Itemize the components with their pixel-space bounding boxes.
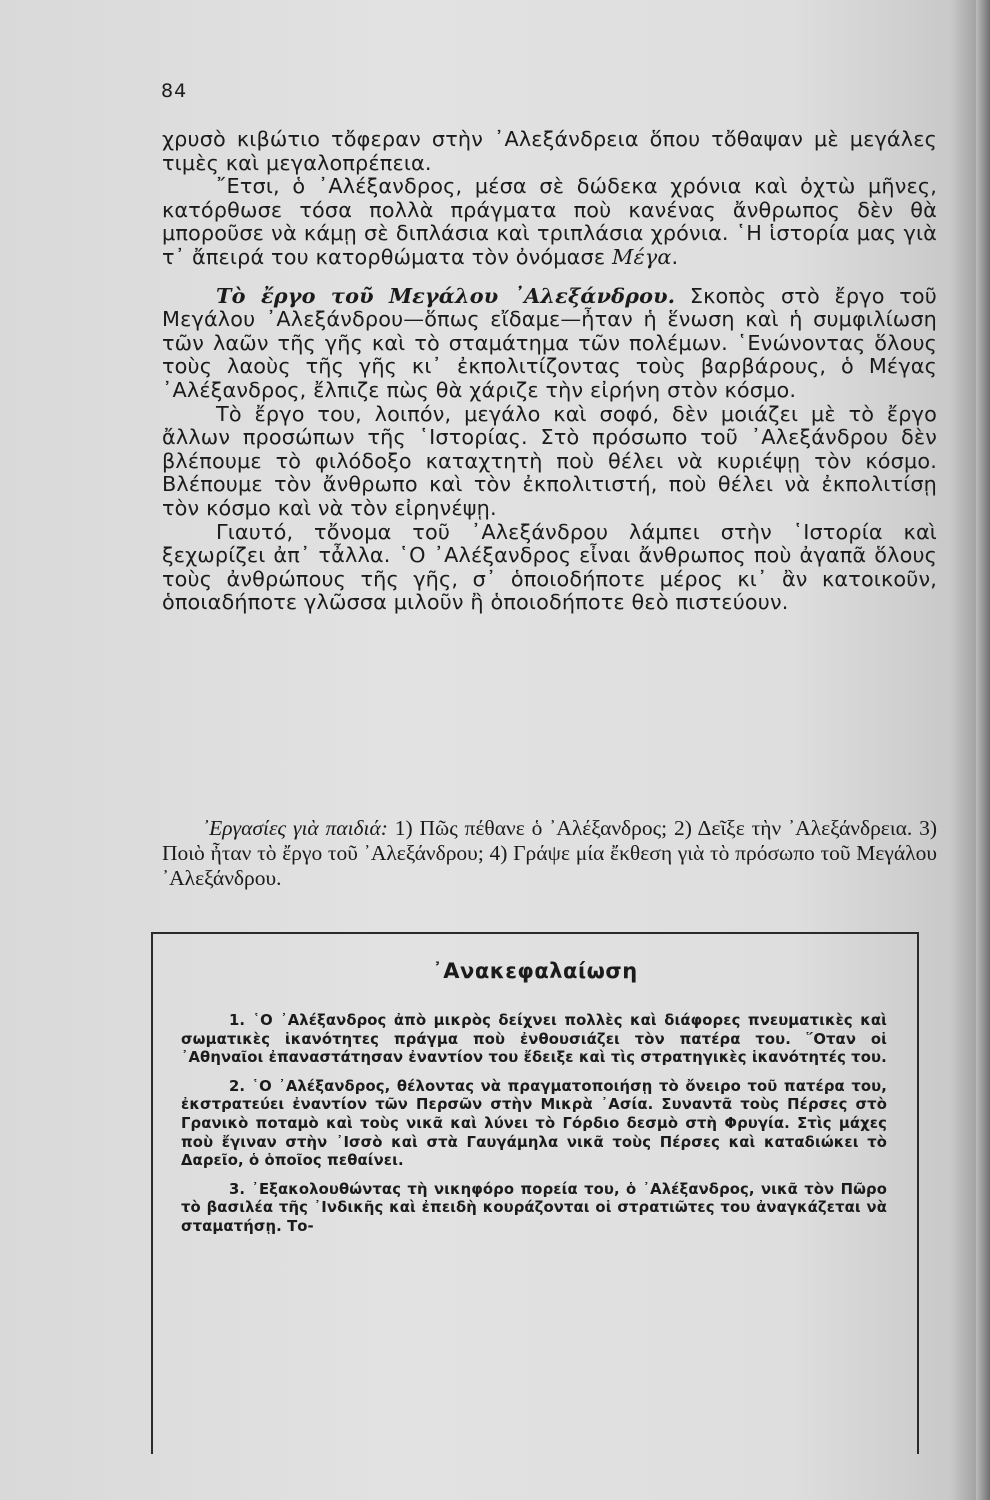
tasks-text: 1) Πῶς πέθανε ὁ ᾿Αλέξανδρος; 2) Δεῖξε τὴν ᾿Αλεξάνδρεια. 3) Ποιὸ ἦταν τὸ ἔργο τοῦ ᾿Αλεξάνδρου; 4) Γράψε μία ἔκθεση γιὰ τὸ πρόσωπο τοῦ Μεγάλου ᾿Αλεξάνδρου. [162,816,937,890]
tasks-for-children [162,816,937,891]
section-heading: Τὸ ἔργο τοῦ Μεγάλου ᾿Αλεξάνδρου. [216,282,676,308]
paragraph-5: Γιαυτό, τὄνομα τοῦ ᾿Αλεξάνδρου λάμπει στὴν ῾Ιστορία καὶ ξεχωρίζει ἀπ᾿ τἆλλα. ῾Ο ᾿Αλέξανδρος εἶναι ἄνθρωπος ποὺ ἀγαπᾶ ὅλους τοὺς ἀνθρώπους τῆς γῆς, σ᾿ ὁποιοδήποτε μέρος κι᾿ ἂν κατοικοῦν, ὁποιαδήποτε γλῶσσα μιλοῦν ἢ ὁποιοδήποτε θεὸ πιστεύουν. [162,519,937,615]
summary-title: ᾿Ανακεφαλαίωση [432,959,638,983]
paragraph-2 [162,175,937,269]
summary-box [151,932,919,1454]
paragraph-1: χρυσὸ κιβώτιο τὄφεραν στὴν ᾿Αλεξάνδρεια ὅπου τὄθαψαν μὲ μεγάλες τιμὲς καὶ μεγαλοπρέπεια. [162,127,937,175]
paragraph-3 [162,284,937,403]
summary-items [181,1012,887,1247]
book-spine-shadow [976,0,990,1500]
main-text [162,128,937,615]
summary-item: 1. ῾Ο ᾿Αλέξανδρος ἀπὸ μικρὸς δείχνει πολλὲς καὶ διάφορες πνευματικὲς καὶ σωματικὲς ἱκανότητες πράγμα ποὺ ἐνθουσιάζει τὸν πατέρα του. ῞Οταν οἱ ᾿Αθηναῖοι ἐπαναστάτησαν ἐναντίον του ἔδειξε καὶ τὶς στρατηγικὲς ἱκανότητές του. [181,1012,887,1067]
paragraph-2-text: ῎Ετσι, ὁ ᾿Αλέξανδρος, μέσα σὲ δώδεκα χρόνια καὶ ὀχτὼ μῆνες, κατόρθωσε τόσα πολλὰ πράγματα ποὺ κανένας ἄνθρωπος δὲν θὰ μποροῦσε νὰ κάμῃ σὲ διπλάσια καὶ τριπλάσια χρόνια. ῾Η ἱστορία μας γιὰ τ᾿ ἄπειρά του κατορθώματα τὸν ὀνόμασε [162,174,937,269]
paragraph-3-text: Σκοπὸς στὸ ἔργο τοῦ Μεγάλου ᾿Αλεξάνδρου—ὅπως εἴδαμε—ἦταν ἡ ἕνωση καὶ ἡ συμφιλίωση τῶν λαῶν τῆς γῆς καὶ τὸ σταμάτημα τῶν πολέμων. ῾Ενώνοντας ὅλους τοὺς λαοὺς τῆς γῆς κι᾿ ἐκπολιτίζοντας τοὺς βαρβάρους, ὁ Μέγας ᾿Αλέξανδρος, ἔλπιζε πὼς θὰ χάριζε τὴν εἰρήνη στὸν κόσμο. [162,283,937,402]
paragraph-4: Τὸ ἔργο του, λοιπόν, μεγάλο καὶ σοφό, δὲν μοιάζει μὲ τὸ ἔργο ἄλλων προσώπων τῆς ῾Ιστορίας. Στὸ πρόσωπο τοῦ ᾿Αλεξάνδρου δὲν βλέπουμε τὸ φιλόδοξο καταχτητὴ ποὺ θέλει νὰ κυριέψῃ τὸν κόσμο. Βλέπουμε τὸν ἄνθρωπο καὶ τὸν ἐκπολιτιστή, ποὺ θέλει νὰ ἐκπολιτίσῃ τὸν κόσμο καὶ νὰ τὸν εἰρηνέψῃ. [162,401,937,520]
summary-item: 2. ῾Ο ᾿Αλέξανδρος, θέλοντας νὰ πραγματοποιήσῃ τὸ ὄνειρο τοῦ πατέρα του, ἐκστρατεύει ἐναντίον τῶν Περσῶν στὴν Μικρὰ ᾿Ασία. Συναντᾶ τοὺς Πέρσες στὸ Γρανικὸ ποταμὸ καὶ τοὺς νικᾶ καὶ λύνει τὸ Γόρδιο δεσμὸ στὴ Φρυγία. Στὶς μάχες ποὺ ἔγιναν στὴν ᾿Ισσὸ καὶ στὰ Γαυγάμηλα νικᾶ τοὺς Πέρσες καὶ καταδιώκει τὸ Δαρεῖο, ὁ ὁποῖος πεθαίνει. [181,1077,887,1170]
paragraph-2-italic-word: Μέγα [612,244,672,269]
summary-item: 3. ᾿Εξακολουθώντας τὴ νικηφόρο πορεία του, ὁ ᾿Αλέξανδρος, νικᾶ τὸν Πῶρο τὸ βασιλέα τῆς ᾿Ινδικῆς καὶ ἐπειδὴ κουράζονται οἱ στρατιῶτες του ἀναγκάζεται νὰ σταματήσῃ. Το- [181,1180,887,1235]
tasks-heading: ᾿Εργασίες γιὰ παιδιά: [202,816,388,840]
page-number: 84 [161,80,188,102]
paragraph-2-end: . [671,244,679,269]
